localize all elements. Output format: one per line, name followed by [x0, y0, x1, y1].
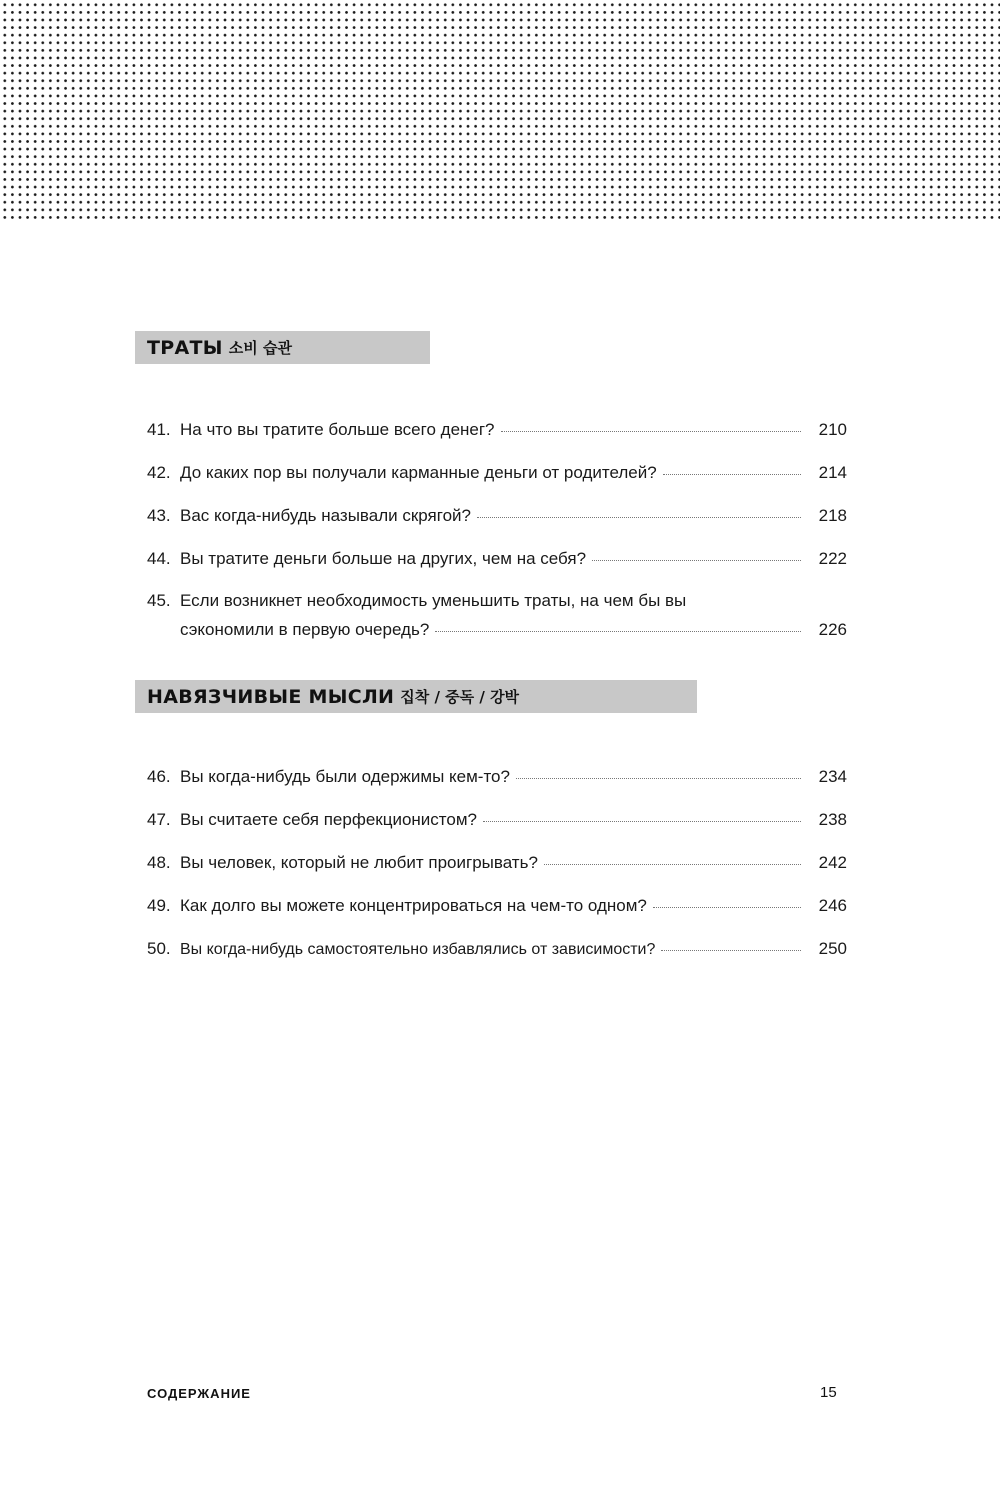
toc-page-number: 226	[818, 620, 847, 639]
toc-page-number: 214	[818, 463, 847, 482]
toc-entry-43[interactable]	[147, 501, 847, 530]
section-title: НАВЯЗЧИВЫЕ МЫСЛИ	[147, 685, 395, 708]
dot-leader	[661, 949, 801, 951]
dot-leader	[501, 430, 801, 432]
toc-question: Вы человек, который не любит проигрывать?	[180, 853, 538, 872]
toc-page-number: 210	[818, 420, 847, 439]
toc-question: На что вы тратите больше всего денег?	[180, 420, 495, 439]
toc-question: Как долго вы можете концентрироваться на чем-то одном?	[180, 896, 647, 915]
section-korean-title: 집착 / 중독 / 강박	[400, 688, 520, 706]
toc-number: 48.	[147, 853, 171, 872]
toc-question: Вы тратите деньги больше на других, чем на себя?	[180, 549, 587, 568]
dot-leader	[592, 559, 801, 561]
toc-number: 47.	[147, 810, 171, 829]
toc-number: 50.	[147, 939, 171, 958]
toc-number: 45.	[147, 591, 171, 610]
toc-number: 44.	[147, 549, 171, 568]
dotted-pattern-header	[0, 0, 1000, 222]
dot-leader	[663, 473, 801, 475]
footer-page-number: 15	[820, 1384, 837, 1401]
toc-entry-48[interactable]	[147, 848, 847, 877]
section-header-obsessive-thoughts	[135, 680, 697, 713]
toc-question: Вы считаете себя перфекционистом?	[180, 810, 477, 829]
toc-number: 42.	[147, 463, 171, 482]
toc-number: 46.	[147, 767, 171, 786]
toc-page-number: 242	[818, 853, 847, 872]
toc-number: 41.	[147, 420, 171, 439]
toc-entry-50[interactable]	[147, 934, 847, 964]
toc-entry-45[interactable]	[147, 586, 847, 644]
toc-entry-46[interactable]	[147, 762, 847, 791]
dot-leader	[477, 516, 801, 518]
footer-section-label: СОДЕРЖАНИЕ	[147, 1386, 251, 1401]
toc-question: До каких пор вы получали карманные деньги от родителей?	[180, 463, 657, 482]
toc-question: Вы когда-нибудь были одержимы кем-то?	[180, 767, 510, 786]
toc-number: 49.	[147, 896, 171, 915]
section-header-spending	[135, 331, 430, 364]
toc-page-number: 238	[818, 810, 847, 829]
dot-leader	[544, 863, 801, 865]
dot-leader	[516, 777, 801, 779]
toc-question: Вас когда-нибудь называли скрягой?	[180, 506, 471, 525]
section-korean-title: 소비 습관	[228, 339, 292, 357]
toc-page-number: 246	[818, 896, 847, 915]
toc-page-number: 234	[818, 767, 847, 786]
toc-page-number: 222	[818, 549, 847, 568]
toc-entry-42[interactable]	[147, 458, 847, 487]
toc-entry-49[interactable]	[147, 891, 847, 920]
toc-page-number: 250	[818, 939, 847, 958]
dot-leader	[483, 820, 801, 822]
toc-entry-41[interactable]	[147, 415, 847, 444]
section-title: ТРАТЫ	[147, 336, 223, 359]
toc-question: Если возникнет необходимость уменьшить траты, на чем бы вы	[180, 591, 687, 610]
toc-question: Вы когда-нибудь самостоятельно избавлялись от зависимости?	[180, 941, 656, 958]
toc-page-number: 218	[818, 506, 847, 525]
toc-entry-47[interactable]	[147, 805, 847, 834]
dot-leader	[435, 630, 801, 632]
toc-entry-44[interactable]	[147, 544, 847, 573]
toc-question-continued: сэкономили в первую очередь?	[180, 620, 430, 639]
dot-leader	[653, 906, 801, 908]
toc-number: 43.	[147, 506, 171, 525]
